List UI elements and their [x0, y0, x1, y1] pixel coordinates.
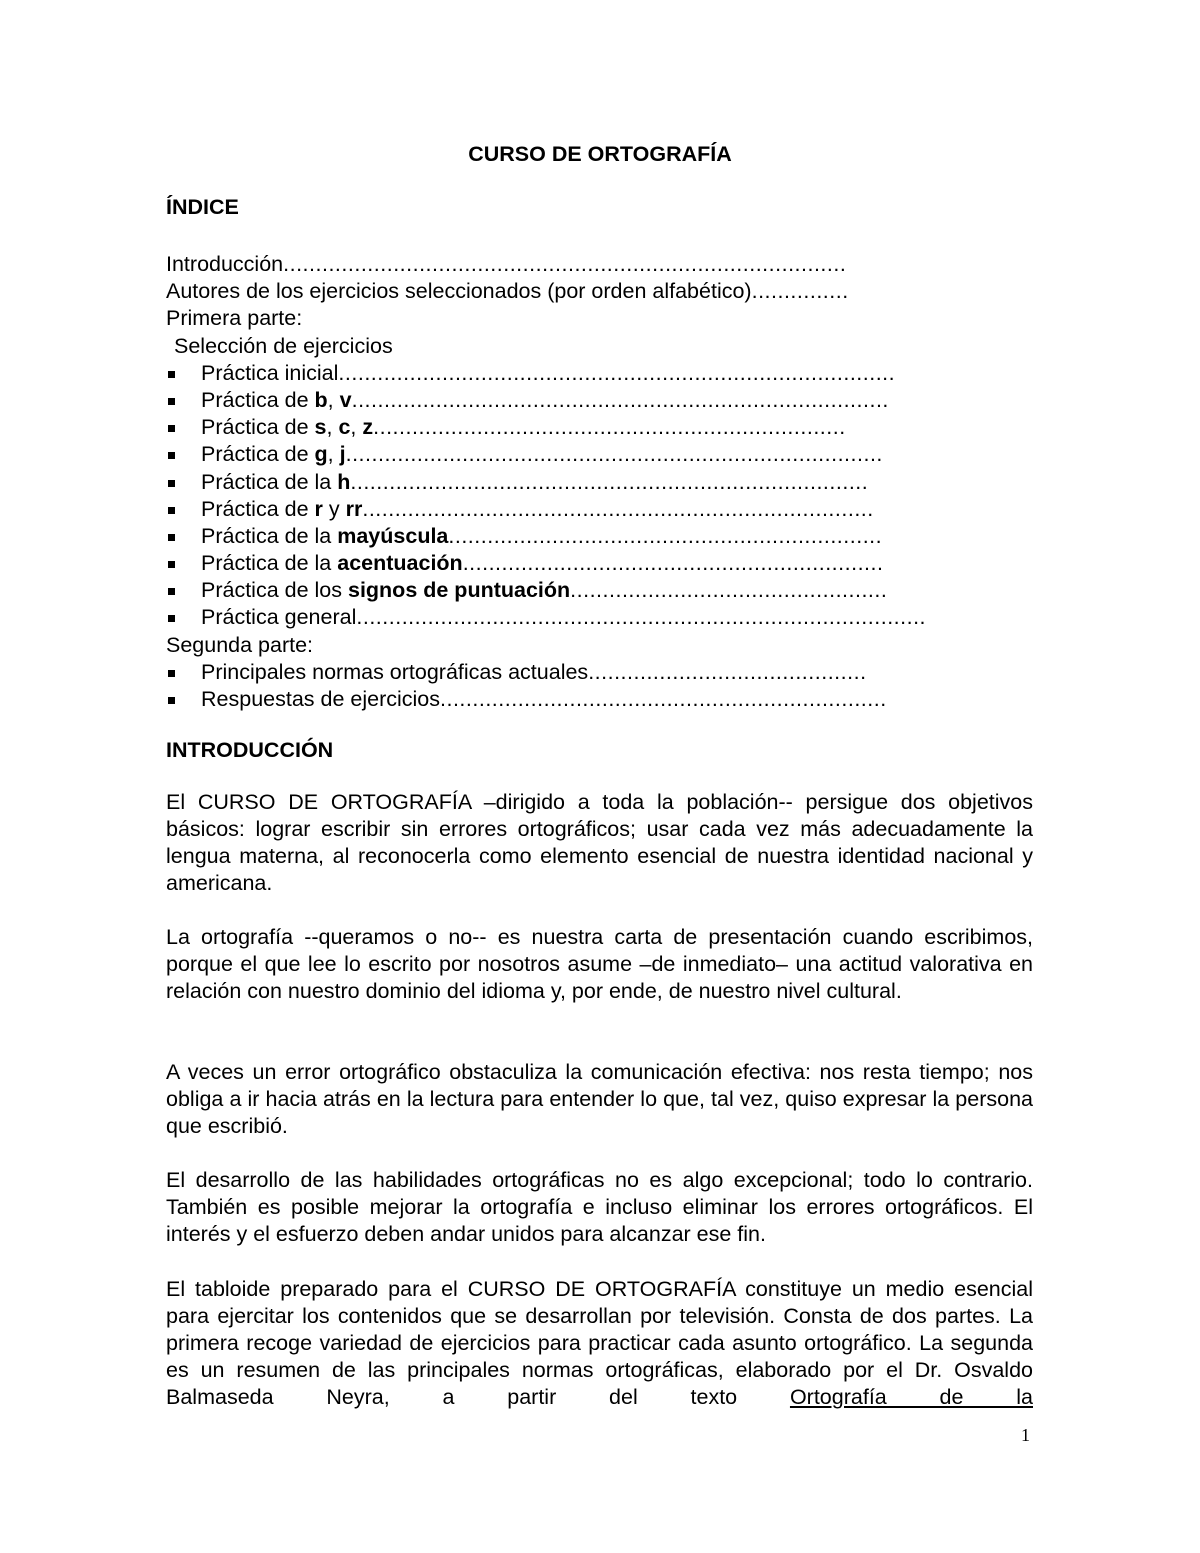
toc-leader-dots: .....................................................................: [440, 687, 887, 711]
toc-practice-item[interactable]: [166, 360, 926, 387]
toc-bold-term: s: [314, 415, 327, 440]
square-bullet-icon: [168, 561, 175, 568]
square-bullet-icon: [168, 480, 175, 487]
toc-part-two: Segunda parte:: [166, 632, 314, 657]
index-heading: ÍNDICE: [166, 195, 239, 219]
toc-practice-list: [166, 360, 926, 632]
toc-entry-intro[interactable]: [166, 251, 926, 278]
toc-leader-dots: ...................................................................: [448, 523, 883, 548]
toc-entry-label: Introducción: [166, 252, 284, 276]
toc-part-two-item[interactable]: [166, 659, 926, 686]
toc-entry-label: Principales normas ortográficas actuales: [201, 659, 589, 684]
book-title-link[interactable]: Ortografía de la: [789, 1385, 1033, 1409]
intro-paragraph-5: [166, 1276, 1033, 1411]
toc-practice-item[interactable]: [166, 441, 926, 468]
toc-entry-label: Respuestas de ejercicios: [201, 687, 441, 711]
toc-entry-label: Autores de los ejercicios seleccionados (por orden alfabético): [166, 279, 752, 304]
toc-practice-item[interactable]: [166, 469, 926, 496]
toc-part-two-list: [166, 659, 926, 713]
toc-bold-term: mayúscula: [337, 523, 449, 548]
toc-entry-label: Práctica de la: [201, 469, 338, 494]
toc-bold-term: h: [337, 469, 351, 494]
toc-leader-dots: .........................................................................: [373, 415, 846, 440]
toc-entry-label: Práctica de la: [201, 551, 338, 576]
toc-bold-term: g: [314, 442, 328, 467]
square-bullet-icon: [168, 398, 175, 405]
toc-bold-term: z: [362, 415, 374, 440]
toc-leader-dots: ...................................................................................: [351, 387, 889, 412]
square-bullet-icon: [168, 588, 175, 595]
toc-entry-label: ,: [350, 415, 363, 440]
intro-paragraph-3: A veces un error ortográfico obstaculiza la comunicación efectiva: nos resta tiempo; nos obliga a ir hacia atrás en la lectura para entender lo que, tal vez, quiso expresar la persona que escribió.: [166, 1060, 1033, 1138]
document-title: CURSO DE ORTOGRAFÍA: [468, 142, 732, 166]
toc-leader-dots: ...........................................: [588, 659, 867, 684]
toc-entry-label: Práctica general: [201, 605, 357, 630]
toc-entry-label: ,: [327, 442, 340, 467]
square-bullet-icon: [168, 371, 175, 378]
toc-leader-dots: .................................................................: [462, 551, 884, 576]
square-bullet-icon: [168, 425, 175, 432]
square-bullet-icon: [168, 534, 175, 541]
toc-bold-term: c: [338, 415, 351, 440]
toc-part-two-item[interactable]: [166, 686, 926, 713]
toc-bold-term: v: [339, 387, 352, 412]
toc-leader-dots: .......................................................................................: [283, 252, 847, 276]
intro-paragraph-5-text: El tabloide preparado para el CURSO DE ORTOGRAFÍA constituye un medio esencial para ejercitar los contenidos que se desarrollan por televisión. Consta de dos partes. La primera recoge variedad de ejercicios para practicar cada asunto ortográfico. La segunda es un resumen de las principales normas ortográficas, elaborado por el Dr. Osvaldo Balmaseda Neyra, a partir del texto: [166, 1277, 1033, 1409]
toc-practice-item[interactable]: [166, 604, 926, 631]
toc-entry-label: Práctica de: [201, 442, 315, 467]
toc-leader-dots: ......................................................................................: [338, 360, 896, 385]
toc-leader-dots: ...................................................................................: [345, 442, 883, 467]
toc-leader-dots: ...............................................................................: [362, 496, 874, 521]
toc-leader-dots: ........................................................................................: [356, 605, 927, 630]
toc-practice-item[interactable]: [166, 523, 926, 550]
toc-entry-label: y: [322, 496, 346, 521]
toc-entry-label: Práctica de: [201, 496, 315, 521]
toc-practice-item[interactable]: [166, 550, 926, 577]
toc-entry-label: Práctica de la: [201, 523, 338, 548]
toc-bold-term: j: [339, 442, 346, 467]
table-of-contents: [166, 251, 926, 713]
toc-selection-heading: Selección de ejercicios: [174, 333, 393, 358]
toc-entry-label: Práctica de: [201, 415, 315, 440]
toc-entry-label: Práctica de: [201, 387, 315, 412]
toc-practice-item[interactable]: [166, 414, 926, 441]
toc-leader-dots: .................................................: [570, 578, 888, 603]
toc-entry-authors[interactable]: [166, 278, 926, 305]
toc-leader-dots: ................................................................................: [350, 469, 869, 494]
toc-bold-term: signos de puntuación: [347, 578, 571, 603]
toc-practice-item[interactable]: [166, 577, 926, 604]
toc-entry-label: ,: [326, 415, 339, 440]
toc-practice-item[interactable]: [166, 387, 926, 414]
square-bullet-icon: [168, 452, 175, 459]
toc-entry-label: Práctica inicial: [201, 360, 339, 385]
square-bullet-icon: [168, 507, 175, 514]
toc-bold-term: acentuación: [337, 551, 463, 576]
toc-entry-label: Práctica de los: [201, 578, 348, 603]
square-bullet-icon: [168, 697, 175, 704]
page-number: 1: [1021, 1425, 1030, 1445]
intro-paragraph-2: La ortografía --queramos o no-- es nuestra carta de presentación cuando escribimos, porque el que lee lo escrito por nosotros asume –de inmediato– una actitud valorativa en relación con nuestro dominio del idioma y, por ende, de nuestro nivel cultural.: [166, 925, 1033, 1003]
toc-leader-dots: ...............: [751, 279, 849, 304]
square-bullet-icon: [168, 615, 175, 622]
toc-part-one: Primera parte:: [166, 306, 303, 331]
toc-practice-item[interactable]: [166, 496, 926, 523]
toc-entry-label: ,: [327, 387, 340, 412]
toc-bold-term: rr: [345, 496, 363, 521]
intro-paragraph-4: El desarrollo de las habilidades ortográficas no es algo excepcional; todo lo contrario. También es posible mejorar la ortografía e incluso eliminar los errores ortográficos. El interés y el esfuerzo deben andar unidos para alcanzar ese fin.: [166, 1168, 1033, 1246]
introduction-heading: INTRODUCCIÓN: [166, 738, 334, 762]
square-bullet-icon: [168, 670, 175, 677]
toc-bold-term: b: [314, 387, 328, 412]
toc-bold-term: r: [314, 496, 323, 521]
intro-paragraph-1: El CURSO DE ORTOGRAFÍA –dirigido a toda la población-- persigue dos objetivos básicos: lograr escribir sin errores ortográficos; usar cada vez más adecuadamente la lengua materna, al reconocerla como elemento esencial de nuestra identidad nacional y americana.: [166, 790, 1033, 895]
